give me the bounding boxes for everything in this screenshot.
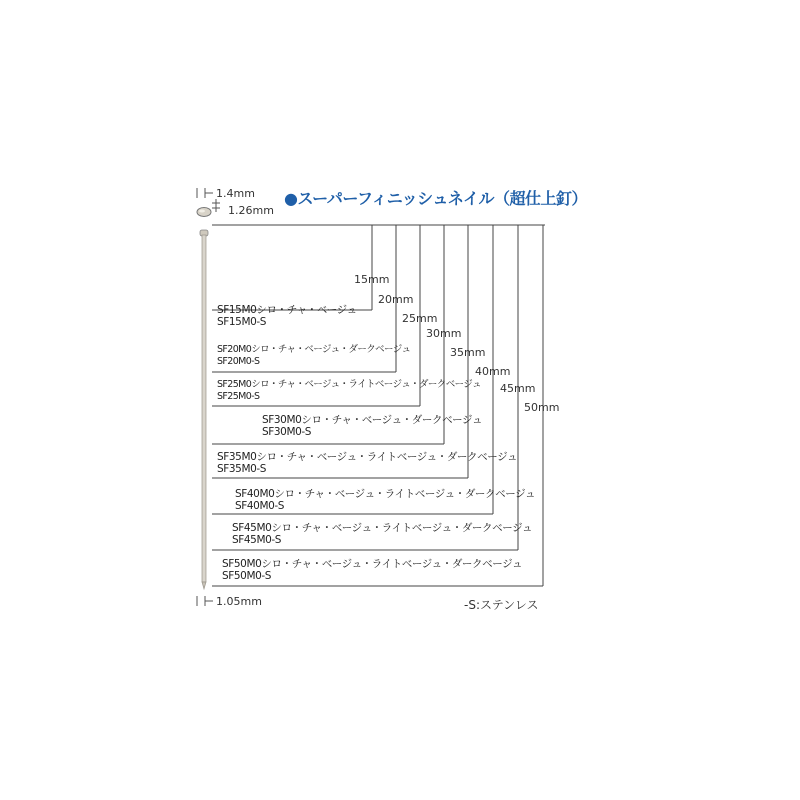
model-colors: SF40M0シロ・チャ・ベージュ・ライトベージュ・ダークベージュ [235,488,536,500]
length-label: 50mm [524,401,560,414]
stainless-note: -S:ステンレス [464,598,539,612]
length-label: 35mm [450,346,486,359]
length-label: 15mm [354,273,390,286]
model-label [222,558,522,582]
shank-diameter-marker [197,596,213,606]
head-width-label: 1.4mm [216,187,255,200]
nail-head-icon [197,208,211,217]
model-label [232,522,532,546]
model-stainless: SF15M0-S [217,316,267,328]
model-label [217,451,517,475]
model-stainless: SF40M0-S [235,500,285,512]
model-colors: SF35M0シロ・チャ・ベージュ・ライトベージュ・ダークベージュ [217,451,518,463]
model-label [217,379,481,403]
product-title: ●スーパーフィニッシュネイル（超仕上釘） [284,189,588,208]
model-colors: SF25M0シロ・チャ・ベージュ・ライトベージュ・ダークベージュ [217,379,481,390]
length-label: 20mm [378,293,414,306]
model-stainless: SF20M0-S [217,356,260,367]
nail-icon [200,230,208,589]
model-colors: SF15M0シロ・チャ・ベージュ [217,304,357,316]
model-stainless: SF35M0-S [217,463,267,475]
length-label: 25mm [402,312,438,325]
model-stainless: SF25M0-S [217,391,260,402]
model-label [262,414,482,438]
length-label: 30mm [426,327,462,340]
model-colors: SF20M0シロ・チャ・ベージュ・ダークベージュ [217,344,411,355]
model-stainless: SF45M0-S [232,534,282,546]
model-label [235,488,535,512]
model-colors: SF30M0シロ・チャ・ベージュ・ダークベージュ [262,414,483,426]
model-stainless: SF50M0-S [222,570,272,582]
head-height-label: 1.26mm [228,204,274,217]
model-label [217,344,410,368]
head-height-marker [212,199,220,212]
model-colors: SF45M0シロ・チャ・ベージュ・ライトベージュ・ダークベージュ [232,522,533,534]
model-label [217,304,357,328]
length-label: 40mm [475,365,511,378]
model-stainless: SF30M0-S [262,426,312,438]
length-label: 45mm [500,382,536,395]
head-width-marker [197,188,213,198]
shank-diameter-label: 1.05mm [216,595,262,608]
model-colors: SF50M0シロ・チャ・ベージュ・ライトベージュ・ダークベージュ [222,558,523,570]
